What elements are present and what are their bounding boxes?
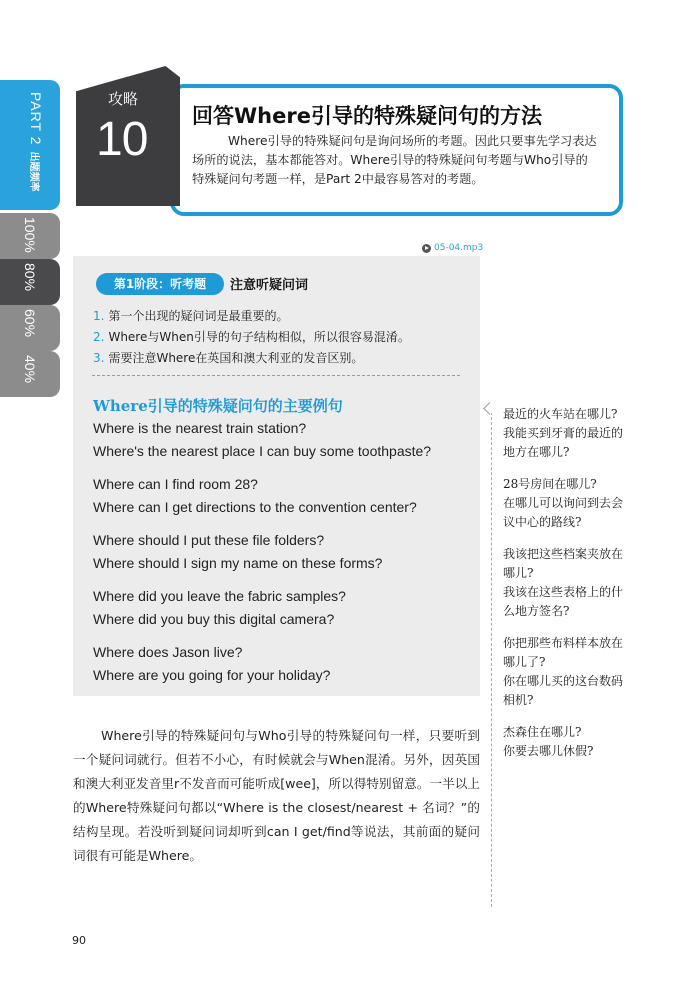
example-group [93, 473, 431, 518]
example-sentence: Where are you going for your holiday? [93, 666, 331, 683]
example-group [93, 641, 431, 686]
translation-group [503, 405, 625, 462]
tip-item: 1. 第一个出现的疑问词是最重要的。 [93, 309, 289, 323]
stage-pill: 第1阶段：听考题 [96, 273, 224, 295]
frequency-tab-60[interactable]: 60% [0, 305, 60, 351]
example-sentence: Where should I sign my name on these forms? [93, 554, 383, 571]
translation-line: 你在哪儿买的这台数码相机? [503, 674, 624, 707]
examples-title: Where引导的特殊疑问句的主要例句 [93, 397, 343, 415]
chevron-left-icon [483, 402, 496, 415]
example-sentence: Where's the nearest place I can buy some toothpaste? [93, 442, 432, 459]
example-sentence: Where did you leave the fabric samples? [93, 588, 346, 604]
explanation-paragraph: Where引导的特殊疑问句与Who引导的特殊疑问句一样，只要听到一个疑问词就行。但若不小心，有时候就会与When混淆。另外，因英国和澳大利亚发音里r不发音而可能听成[wee]，所以得特别留意。一半以上的Where特殊疑问句都以“Where is the closest/nearest + 名词？”的结构呈现。若没听到疑问词却听到can I get/find等说法，其前面的疑问词很有可能是Where。 [73, 728, 480, 863]
translation-line: 我该把这些档案夹放在哪儿? [503, 547, 624, 580]
translation-line: 我该在这些表格上的什么地方签名? [503, 585, 624, 618]
example-sentence: Where can I find room 28? [93, 476, 258, 492]
example-sentence: Where does Jason live? [93, 644, 243, 660]
examples-list [93, 417, 431, 697]
play-icon[interactable] [422, 244, 431, 253]
example-sentence: Where should I put these file folders? [93, 532, 325, 548]
translation-divider [491, 412, 492, 907]
part-2-tab[interactable] [0, 80, 60, 210]
frequency-tab-80[interactable]: 80% [0, 259, 60, 305]
stage-title: 注意听疑问词 [230, 278, 309, 293]
strategy-badge-label: 攻略 [108, 90, 139, 108]
tip-item: 3. 需要注意Where在英国和澳大利亚的发音区别。 [93, 351, 364, 365]
translation-line: 杰森住在哪儿? [503, 725, 582, 739]
translation-line: 28号房间在哪儿? [503, 477, 597, 491]
audio-track[interactable] [422, 243, 483, 253]
section-title: 回答Where引导的特殊疑问句的方法 [192, 104, 542, 128]
page-number: 90 [72, 934, 86, 947]
section-intro: Where引导的特殊疑问句是询问场所的考题。因此只要事先学习表达场所的说法，基本都能答对。Where引导的特殊疑问句考题与Who引导的特殊疑问句考题一样，是Part 2中最容易答对的考题。 [192, 134, 597, 186]
translation-group [503, 475, 625, 532]
frequency-tab-100[interactable]: 100% [0, 213, 60, 259]
translation-line: 在哪儿可以询问到去会议中心的路线? [503, 496, 624, 529]
translation-column [503, 405, 625, 774]
example-sentence: Where can I get directions to the convention center? [93, 498, 417, 515]
divider [92, 375, 460, 376]
translation-group [503, 634, 625, 710]
translation-group [503, 723, 625, 761]
part-tab-label: PART 2出题频率 [28, 92, 44, 192]
example-group [93, 585, 431, 630]
example-sentence: Where did you buy this digital camera? [93, 610, 335, 627]
translation-line: 你把那些布料样本放在哪儿了? [503, 636, 624, 669]
strategy-badge-number: 10 [96, 113, 148, 166]
example-group [93, 529, 431, 574]
translation-line: 你要去哪儿休假? [503, 744, 594, 758]
example-group [93, 417, 431, 462]
translation-line: 最近的火车站在哪儿? [503, 407, 618, 421]
translation-line: 我能买到牙膏的最近的地方在哪儿? [503, 426, 624, 459]
frequency-tab-40[interactable]: 40% [0, 351, 60, 397]
audio-filename: 05-04.mp3 [434, 243, 484, 253]
tips-list [93, 306, 410, 369]
example-sentence: Where is the nearest train station? [93, 420, 307, 436]
translation-group [503, 545, 625, 621]
tip-item: 2. Where与When引导的句子结构相似，所以很容易混淆。 [93, 330, 410, 344]
